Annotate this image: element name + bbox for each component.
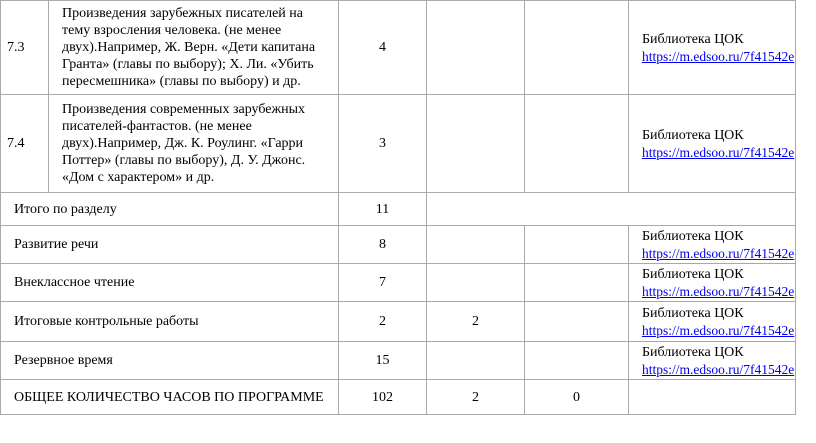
section-row <box>1 342 796 380</box>
resource-title: Библиотека ЦОК <box>642 266 744 282</box>
control-works-cell <box>427 342 525 380</box>
practical-works-cell <box>525 264 629 302</box>
total-row <box>1 380 796 415</box>
hours-cell: 2 <box>339 302 427 342</box>
resource-cell <box>629 1 796 95</box>
total-practical-works: 0 <box>525 380 629 415</box>
total-resource-empty <box>629 380 796 415</box>
control-works-cell <box>427 95 525 193</box>
resource-cell <box>629 95 796 193</box>
practical-works-cell <box>525 1 629 95</box>
resource-title: Библиотека ЦОК <box>642 31 744 47</box>
total-control-works: 2 <box>427 380 525 415</box>
resource-link[interactable]: https://m.edsoo.ru/7f41542e <box>642 322 795 338</box>
resource-cell <box>629 226 796 264</box>
practical-works-cell <box>525 342 629 380</box>
summary-row <box>1 193 796 226</box>
section-row <box>1 302 796 342</box>
section-row <box>1 264 796 302</box>
resource-link[interactable]: https://m.edsoo.ru/7f41542e <box>642 361 795 377</box>
resource-link[interactable]: https://m.edsoo.ru/7f41542e <box>642 245 795 261</box>
hours-cell: 15 <box>339 342 427 380</box>
hours-cell: 7 <box>339 264 427 302</box>
resource-title: Библиотека ЦОК <box>642 344 744 360</box>
topic-description: Произведения современных зарубежных писателей-фантастов. (не менее двух).Например, Дж. К. Роулинг. «Гарри Поттер» (главы по выбору), Д. У. Джонс. «Дом с характером» и др. <box>49 95 339 193</box>
hours-cell: 8 <box>339 226 427 264</box>
resource-title: Библиотека ЦОК <box>642 127 744 143</box>
resource-link[interactable]: https://m.edsoo.ru/7f41542e <box>642 144 795 160</box>
hours-cell: 3 <box>339 95 427 193</box>
section-label: Резервное время <box>1 342 339 380</box>
practical-works-cell <box>525 95 629 193</box>
resource-cell <box>629 264 796 302</box>
row-number: 7.3 <box>1 1 49 95</box>
summary-empty <box>427 193 796 226</box>
section-label: Итоговые контрольные работы <box>1 302 339 342</box>
practical-works-cell <box>525 226 629 264</box>
control-works-cell <box>427 226 525 264</box>
resource-cell <box>629 302 796 342</box>
hours-cell: 4 <box>339 1 427 95</box>
table-row <box>1 1 796 95</box>
total-label: ОБЩЕЕ КОЛИЧЕСТВО ЧАСОВ ПО ПРОГРАММЕ <box>1 380 339 415</box>
summary-hours: 11 <box>339 193 427 226</box>
section-label: Развитие речи <box>1 226 339 264</box>
control-works-cell: 2 <box>427 302 525 342</box>
topic-description: Произведения зарубежных писателей на тему взросления человека. (не менее двух).Например, Ж. Верн. «Дети капитана Гранта» (главы по выбору); Х. Ли. «Убить пересмешника» (главы по выбору) и др. <box>49 1 339 95</box>
total-hours: 102 <box>339 380 427 415</box>
resource-link[interactable]: https://m.edsoo.ru/7f41542e <box>642 48 795 64</box>
control-works-cell <box>427 264 525 302</box>
section-label: Внеклассное чтение <box>1 264 339 302</box>
resource-cell <box>629 342 796 380</box>
summary-label: Итого по разделу <box>1 193 339 226</box>
practical-works-cell <box>525 302 629 342</box>
resource-link[interactable]: https://m.edsoo.ru/7f41542e <box>642 283 795 299</box>
section-row <box>1 226 796 264</box>
resource-title: Библиотека ЦОК <box>642 305 744 321</box>
resource-title: Библиотека ЦОК <box>642 228 744 244</box>
row-number: 7.4 <box>1 95 49 193</box>
control-works-cell <box>427 1 525 95</box>
table-row <box>1 95 796 193</box>
